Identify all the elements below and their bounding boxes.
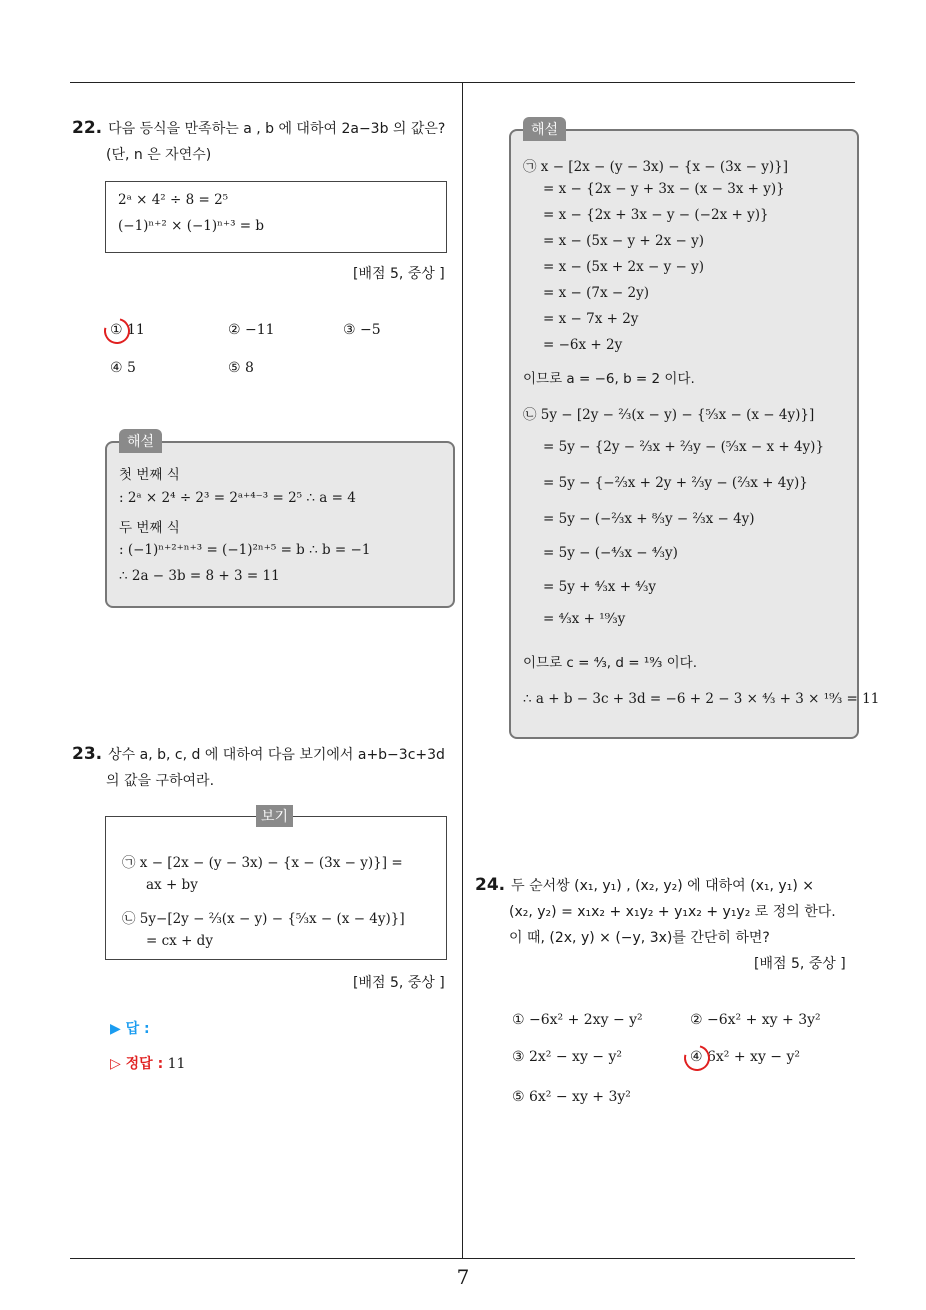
- q23-box-line-3: ㉡ 5y−[2y − ⅔(x − y) − {⁵⁄₃x − (x − 4y)}]: [122, 911, 405, 927]
- q24-number: 24.: [475, 875, 506, 895]
- q22-number: 22.: [72, 118, 103, 138]
- q22-choice-2[interactable]: ② −11: [228, 322, 275, 338]
- q23-correct-value: 11: [167, 1056, 186, 1072]
- q22-text-line2: (단, n 은 자연수): [106, 147, 212, 163]
- q22-solution-line-3: 두 번째 식: [119, 520, 180, 536]
- answer-mark-icon: [99, 313, 135, 349]
- q22-solution-line-2: : 2ᵃ × 2⁴ ÷ 2³ = 2ᵃ⁺⁴⁻³ = 2⁵ ∴ a = 4: [119, 490, 356, 506]
- q22-question: [72, 115, 457, 168]
- q24-choice-5[interactable]: ⑤ 6x² − xy + 3y²: [512, 1089, 631, 1105]
- s23-line-16: = ⁴⁄₃x + ¹⁹⁄₃y: [543, 611, 626, 627]
- q22-solution-line-5: ∴ 2a − 3b = 8 + 3 = 11: [119, 568, 280, 584]
- s23-line-12: = 5y − {−⅔x + 2y + ⅔y − (⅔x + 4y)}: [543, 475, 808, 491]
- q23-score: [배점 5, 중상 ]: [353, 975, 445, 991]
- s23-line-11: = 5y − {2y − ⅔x + ⅔y − (⁵⁄₃x − x + 4y)}: [543, 439, 825, 455]
- q22-box-line-1: 2ᵃ × 4² ÷ 8 = 2⁵: [118, 192, 229, 208]
- q24-choice-1[interactable]: ① −6x² + 2xy − y²: [512, 1012, 643, 1028]
- q22-text-line1: 다음 등식을 만족하는 a , b 에 대하여 2a−3b 의 값은?: [108, 121, 446, 137]
- q24-score: [배점 5, 중상 ]: [754, 956, 846, 972]
- q23-answer-label: ▶ 답 :: [110, 1021, 150, 1037]
- s23-line-6: = x − (7x − 2y): [543, 285, 649, 301]
- q24-text-line3: 이 때, (2x, y) × (−y, 3x)를 간단히 하면?: [509, 930, 770, 946]
- s23-line-14: = 5y − (−⁴⁄₃x − ⁴⁄₃y): [543, 545, 678, 561]
- q22-solution-tag: 해설: [119, 429, 162, 453]
- s23-line-10: ㉡ 5y − [2y − ⅔(x − y) − {⁵⁄₃x − (x − 4y)}]: [523, 407, 815, 423]
- q22-choice-1[interactable]: ① 11: [110, 322, 145, 338]
- q22-solution-box: [105, 434, 455, 608]
- q22-solution-line-4: : (−1)ⁿ⁺²⁺ⁿ⁺³ = (−1)²ⁿ⁺⁵ = b ∴ b = −1: [119, 542, 371, 558]
- q24-text-line2: (x₂, y₂) = x₁x₂ + x₁y₂ + y₁x₂ + y₁y₂ 로 정의 한다.: [509, 904, 836, 920]
- q22-choice-5[interactable]: ⑤ 8: [228, 360, 254, 376]
- q22-condition-box: [105, 181, 447, 253]
- q22-choice-3[interactable]: ③ −5: [343, 322, 381, 338]
- q23-correct-answer: [110, 1053, 185, 1073]
- q22-choice-4[interactable]: ④ 5: [110, 360, 136, 376]
- q22-box-line-2: (−1)ⁿ⁺² × (−1)ⁿ⁺³ = b: [118, 218, 265, 234]
- q23-example-tag: 보기: [256, 805, 293, 827]
- q24-question: [475, 872, 860, 951]
- s23-line-9: 이므로 a = −6, b = 2 이다.: [523, 371, 695, 387]
- q24-text-line1: 두 순서쌍 (x₁, y₁) , (x₂, y₂) 에 대하여 (x₁, y₁) ×: [511, 878, 814, 894]
- q23-number: 23.: [72, 744, 103, 764]
- s23-line-13: = 5y − (−⅔x + ⁸⁄₃y − ⅔x − 4y): [543, 511, 755, 527]
- s23-line-4: = x − (5x − y + 2x − y): [543, 233, 704, 249]
- q23-box-line-2: ax + by: [146, 877, 198, 893]
- answer-mark-icon: [679, 1040, 715, 1076]
- s23-line-8: = −6x + 2y: [543, 337, 623, 353]
- page-number: 7: [456, 1265, 470, 1289]
- column-divider: [462, 83, 463, 1259]
- s23-line-1: ㉠ x − [2x − (y − 3x) − {x − (3x − y)}]: [523, 159, 789, 175]
- q23-correct-label: ▷ 정답 :: [110, 1056, 164, 1072]
- q23-text-line1: 상수 a, b, c, d 에 대하여 다음 보기에서 a+b−3c+3d: [108, 747, 445, 763]
- q22-solution-line-1: 첫 번째 식: [119, 467, 180, 483]
- s23-line-5: = x − (5x + 2x − y − y): [543, 259, 704, 275]
- q23-solution-box: [509, 122, 880, 739]
- q23-solution-tag: 해설: [523, 117, 566, 141]
- q22-score: [배점 5, 중상 ]: [353, 266, 445, 282]
- q24-choice-4[interactable]: ④ 6x² + xy − y²: [690, 1049, 801, 1065]
- s23-line-2: = x − {2x − y + 3x − (x − 3x + y)}: [543, 181, 785, 197]
- q24-choice-2[interactable]: ② −6x² + xy + 3y²: [690, 1012, 821, 1028]
- s23-line-3: = x − {2x + 3x − y − (−2x + y)}: [543, 207, 769, 223]
- q23-question: [72, 741, 457, 794]
- s23-line-7: = x − 7x + 2y: [543, 311, 639, 327]
- s23-line-15: = 5y + ⁴⁄₃x + ⁴⁄₃y: [543, 579, 657, 595]
- q23-box-line-1: ㉠ x − [2x − (y − 3x) − {x − (3x − y)}] =: [122, 855, 403, 871]
- q24-choice-3[interactable]: ③ 2x² − xy − y²: [512, 1049, 623, 1065]
- q23-example-box: [105, 809, 447, 960]
- q23-box-line-4: = cx + dy: [146, 933, 213, 949]
- q23-text-line2: 의 값을 구하여라.: [106, 773, 215, 789]
- s23-line-17: 이므로 c = ⁴⁄₃, d = ¹⁹⁄₃ 이다.: [523, 655, 698, 671]
- s23-line-18: ∴ a + b − 3c + 3d = −6 + 2 − 3 × ⁴⁄₃ + 3 × ¹⁹⁄₃ = 11: [523, 691, 880, 707]
